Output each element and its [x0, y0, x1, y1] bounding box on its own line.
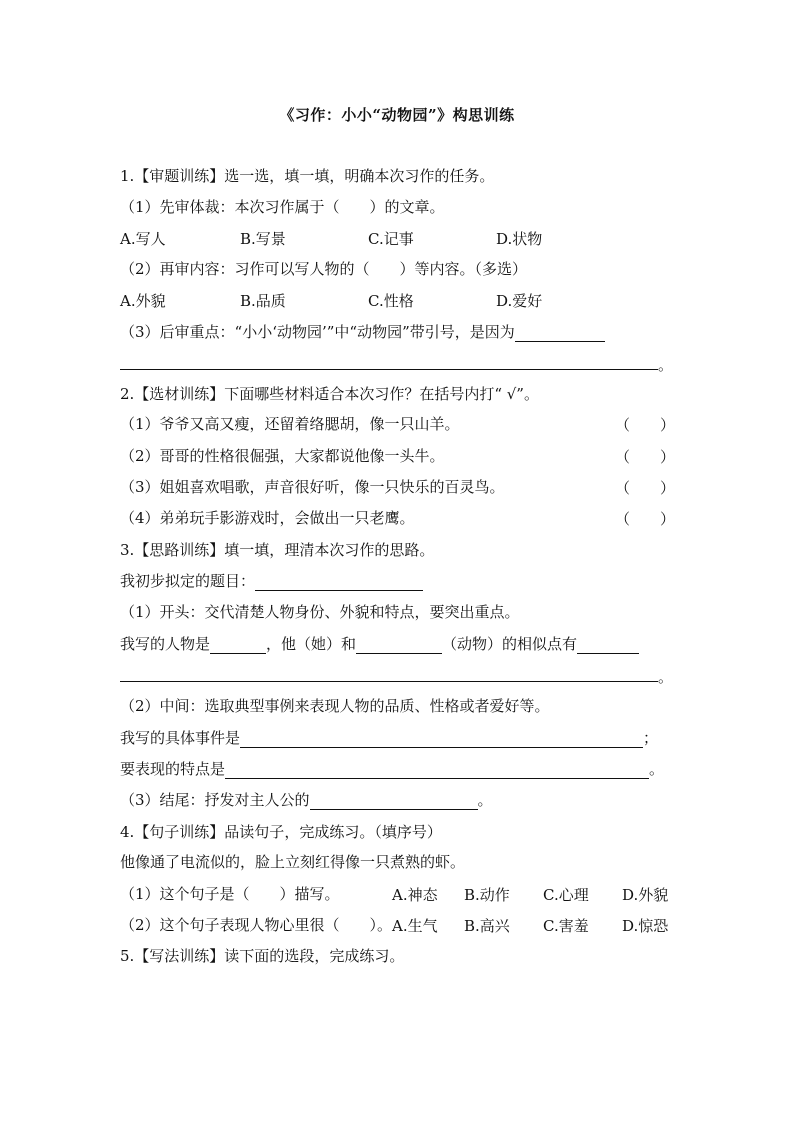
- q3-part1: （1）开头：交代清楚人物身份、外貌和特点，要突出重点。: [120, 603, 520, 621]
- q1-sub2: （2）再审内容：习作可以写人物的（ ）等内容。（多选）: [120, 260, 528, 278]
- q1-sub1: （1）先审体裁：本次习作属于（ ）的文章。: [120, 198, 445, 216]
- q3-p1-c: （动物）的相似点有: [442, 635, 578, 653]
- q3-p2-b: 要表现的特点是: [120, 760, 226, 778]
- q1-sub2-option-d: D.爱好: [496, 292, 543, 310]
- page-title: 《习作：小小“动物园”》构思训练: [279, 106, 515, 124]
- q4-sentence: 他像通了电流似的，脸上立刻红得像一只煮熟的虾。: [120, 853, 466, 871]
- q4-sub1: （1）这个句子是（ ）描写。: [120, 885, 340, 903]
- q1-sub3-text: （3）后审重点：“小小‘动物园’”中“动物园”带引号，是因为: [120, 323, 515, 341]
- q3-animal-blank[interactable]: [356, 636, 442, 654]
- q4-sub1-option-b: B.动作: [464, 886, 510, 904]
- q3-part1-fill: [120, 634, 639, 654]
- q3-p1-a: 我写的人物是: [120, 635, 211, 653]
- q4-sub2-option-c: C.害羞: [543, 917, 589, 935]
- q3-topic-label: 我初步拟定的题目：: [120, 572, 256, 590]
- q1-sub3: [120, 322, 605, 342]
- q3-part3: [120, 790, 493, 810]
- q3-p2-a-end: ；: [643, 729, 659, 747]
- q4-sub1-option-c: C.心理: [543, 886, 589, 904]
- q2-item-2-paren[interactable]: （ ）: [615, 448, 676, 466]
- q1-sub1-option-d: D.状物: [496, 230, 543, 248]
- q2-item-2: （2）哥哥的性格很倔强，大家都说他像一头牛。: [120, 447, 445, 465]
- q3-p2-b-end: 。: [649, 760, 665, 778]
- q4-sub2-option-a: A.生气: [392, 917, 438, 935]
- q1-sub1-option-a: A.写人: [120, 230, 166, 248]
- q2-item-4: （4）弟弟玩手影游戏时，会做出一只老鹰。: [120, 509, 415, 527]
- q1-heading: 1.【审题训练】选一选，填一填，明确本次习作的任务。: [120, 167, 495, 185]
- q3-part1-end: 。: [658, 668, 674, 686]
- q3-person-blank[interactable]: [210, 636, 266, 654]
- q1-end-period: 。: [658, 356, 674, 374]
- q3-topic-blank[interactable]: [255, 573, 423, 591]
- q1-sub2-option-b: B.品质: [240, 292, 286, 310]
- q3-heading: 3.【思路训练】填一填，理清本次习作的思路。: [120, 541, 435, 559]
- q1-sub2-option-a: A.外貌: [120, 292, 166, 310]
- q3-p3-text: （3）结尾：抒发对主人公的: [120, 791, 310, 809]
- q4-sub2: （2）这个句子表现人物心里很（ ）。: [120, 916, 393, 934]
- q3-part2: （2）中间：选取典型事例来表现人物的品质、性格或者爱好等。: [120, 697, 550, 715]
- q1-sub2-option-c: C.性格: [368, 292, 414, 310]
- q2-item-1-paren[interactable]: （ ）: [615, 416, 676, 434]
- q3-p3-end: 。: [477, 791, 493, 809]
- q1-sub3-blank[interactable]: [515, 324, 605, 342]
- q3-part2-trait: [120, 759, 664, 779]
- q3-part1-answer-line[interactable]: [120, 681, 658, 682]
- q3-part2-event: [120, 728, 658, 748]
- q2-item-3-paren[interactable]: （ ）: [615, 479, 676, 497]
- q1-answer-line[interactable]: [120, 369, 658, 370]
- q3-p2-a: 我写的具体事件是: [120, 729, 241, 747]
- q3-similarity-blank[interactable]: [577, 636, 639, 654]
- q2-item-4-paren[interactable]: （ ）: [615, 510, 676, 528]
- q5-heading: 5.【写法训练】读下面的选段，完成练习。: [120, 947, 405, 965]
- q4-sub2-option-b: B.高兴: [464, 917, 510, 935]
- q4-sub1-option-a: A.神态: [392, 886, 438, 904]
- q4-sub1-option-d: D.外貌: [622, 886, 669, 904]
- q3-feeling-blank[interactable]: [310, 792, 478, 810]
- q3-event-blank[interactable]: [240, 730, 643, 748]
- q2-item-3: （3）姐姐喜欢唱歌，声音很好听，像一只快乐的百灵鸟。: [120, 478, 505, 496]
- q3-trait-blank[interactable]: [225, 761, 649, 779]
- q1-sub1-option-c: C.记事: [368, 230, 414, 248]
- q4-sub2-option-d: D.惊恐: [622, 917, 669, 935]
- q2-item-1: （1）爷爷又高又瘦，还留着络腮胡，像一只山羊。: [120, 415, 460, 433]
- q3-topic: [120, 571, 423, 591]
- q2-heading: 2.【选材训练】下面哪些材料适合本次习作？在括号内打“ √”。: [120, 385, 539, 403]
- q3-p1-b: ，他（她）和: [266, 635, 357, 653]
- q1-sub1-option-b: B.写景: [240, 230, 286, 248]
- q4-heading: 4.【句子训练】品读句子，完成练习。（填序号）: [120, 823, 442, 841]
